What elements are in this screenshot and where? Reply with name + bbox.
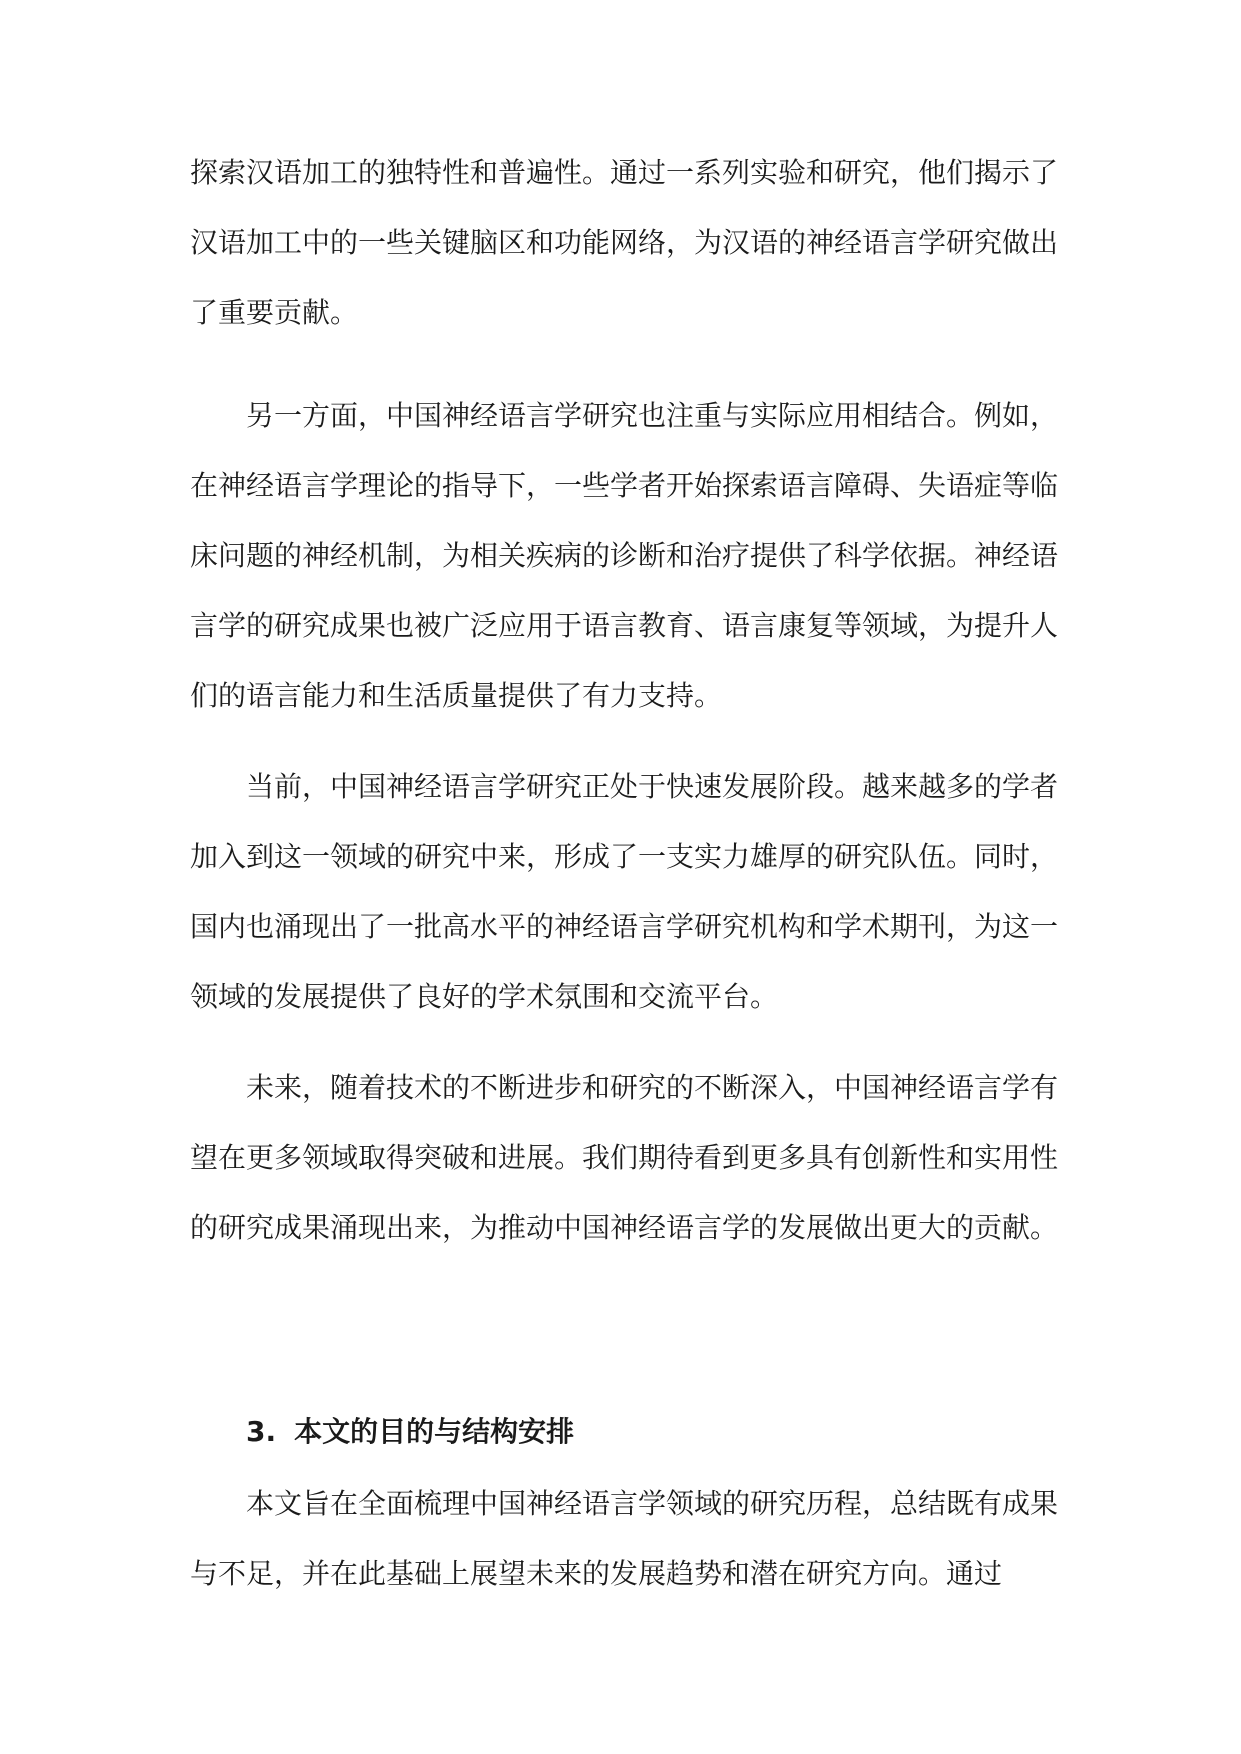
- paragraph-text: 本文旨在全面梳理中国神经语言学领域的研究历程，总结既有成果与不足，并在此基础上展望未来的发展趋势和潜在研究方向。通过: [190, 1487, 1059, 1590]
- paragraph-text: 未来，随着技术的不断进步和研究的不断深入，中国神经语言学有望在更多领域取得突破和进展。我们期待看到更多具有创新性和实用性的研究成果涌现出来，为推动中国神经语言学的发展做出更大的贡献。: [190, 1071, 1059, 1244]
- section-title: 本文的目的与结构安排: [294, 1415, 575, 1448]
- body-paragraph-2: [190, 381, 1058, 731]
- section-heading: [246, 1402, 574, 1462]
- section-paragraph: [190, 1469, 1058, 1609]
- paragraph-text: 探索汉语加工的独特性和普遍性。通过一系列实验和研究，他们揭示了汉语加工中的一些关键脑区和功能网络，为汉语的神经语言学研究做出了重要贡献。: [190, 156, 1059, 329]
- body-paragraph-1: [190, 138, 1058, 348]
- section-number: 3.: [246, 1415, 277, 1448]
- paragraph-text: 当前，中国神经语言学研究正处于快速发展阶段。越来越多的学者加入到这一领域的研究中来，形成了一支实力雄厚的研究队伍。同时，国内也涌现出了一批高水平的神经语言学研究机构和学术期刊，为这一领域的发展提供了良好的学术氛围和交流平台。: [190, 770, 1059, 1013]
- body-paragraph-4: [190, 1053, 1058, 1263]
- body-paragraph-3: [190, 752, 1058, 1032]
- paragraph-text: 另一方面，中国神经语言学研究也注重与实际应用相结合。例如，在神经语言学理论的指导下，一些学者开始探索语言障碍、失语症等临床问题的神经机制，为相关疾病的诊断和治疗提供了科学依据。神经语言学的研究成果也被广泛应用于语言教育、语言康复等领域，为提升人们的语言能力和生活质量提供了有力支持。: [190, 399, 1059, 712]
